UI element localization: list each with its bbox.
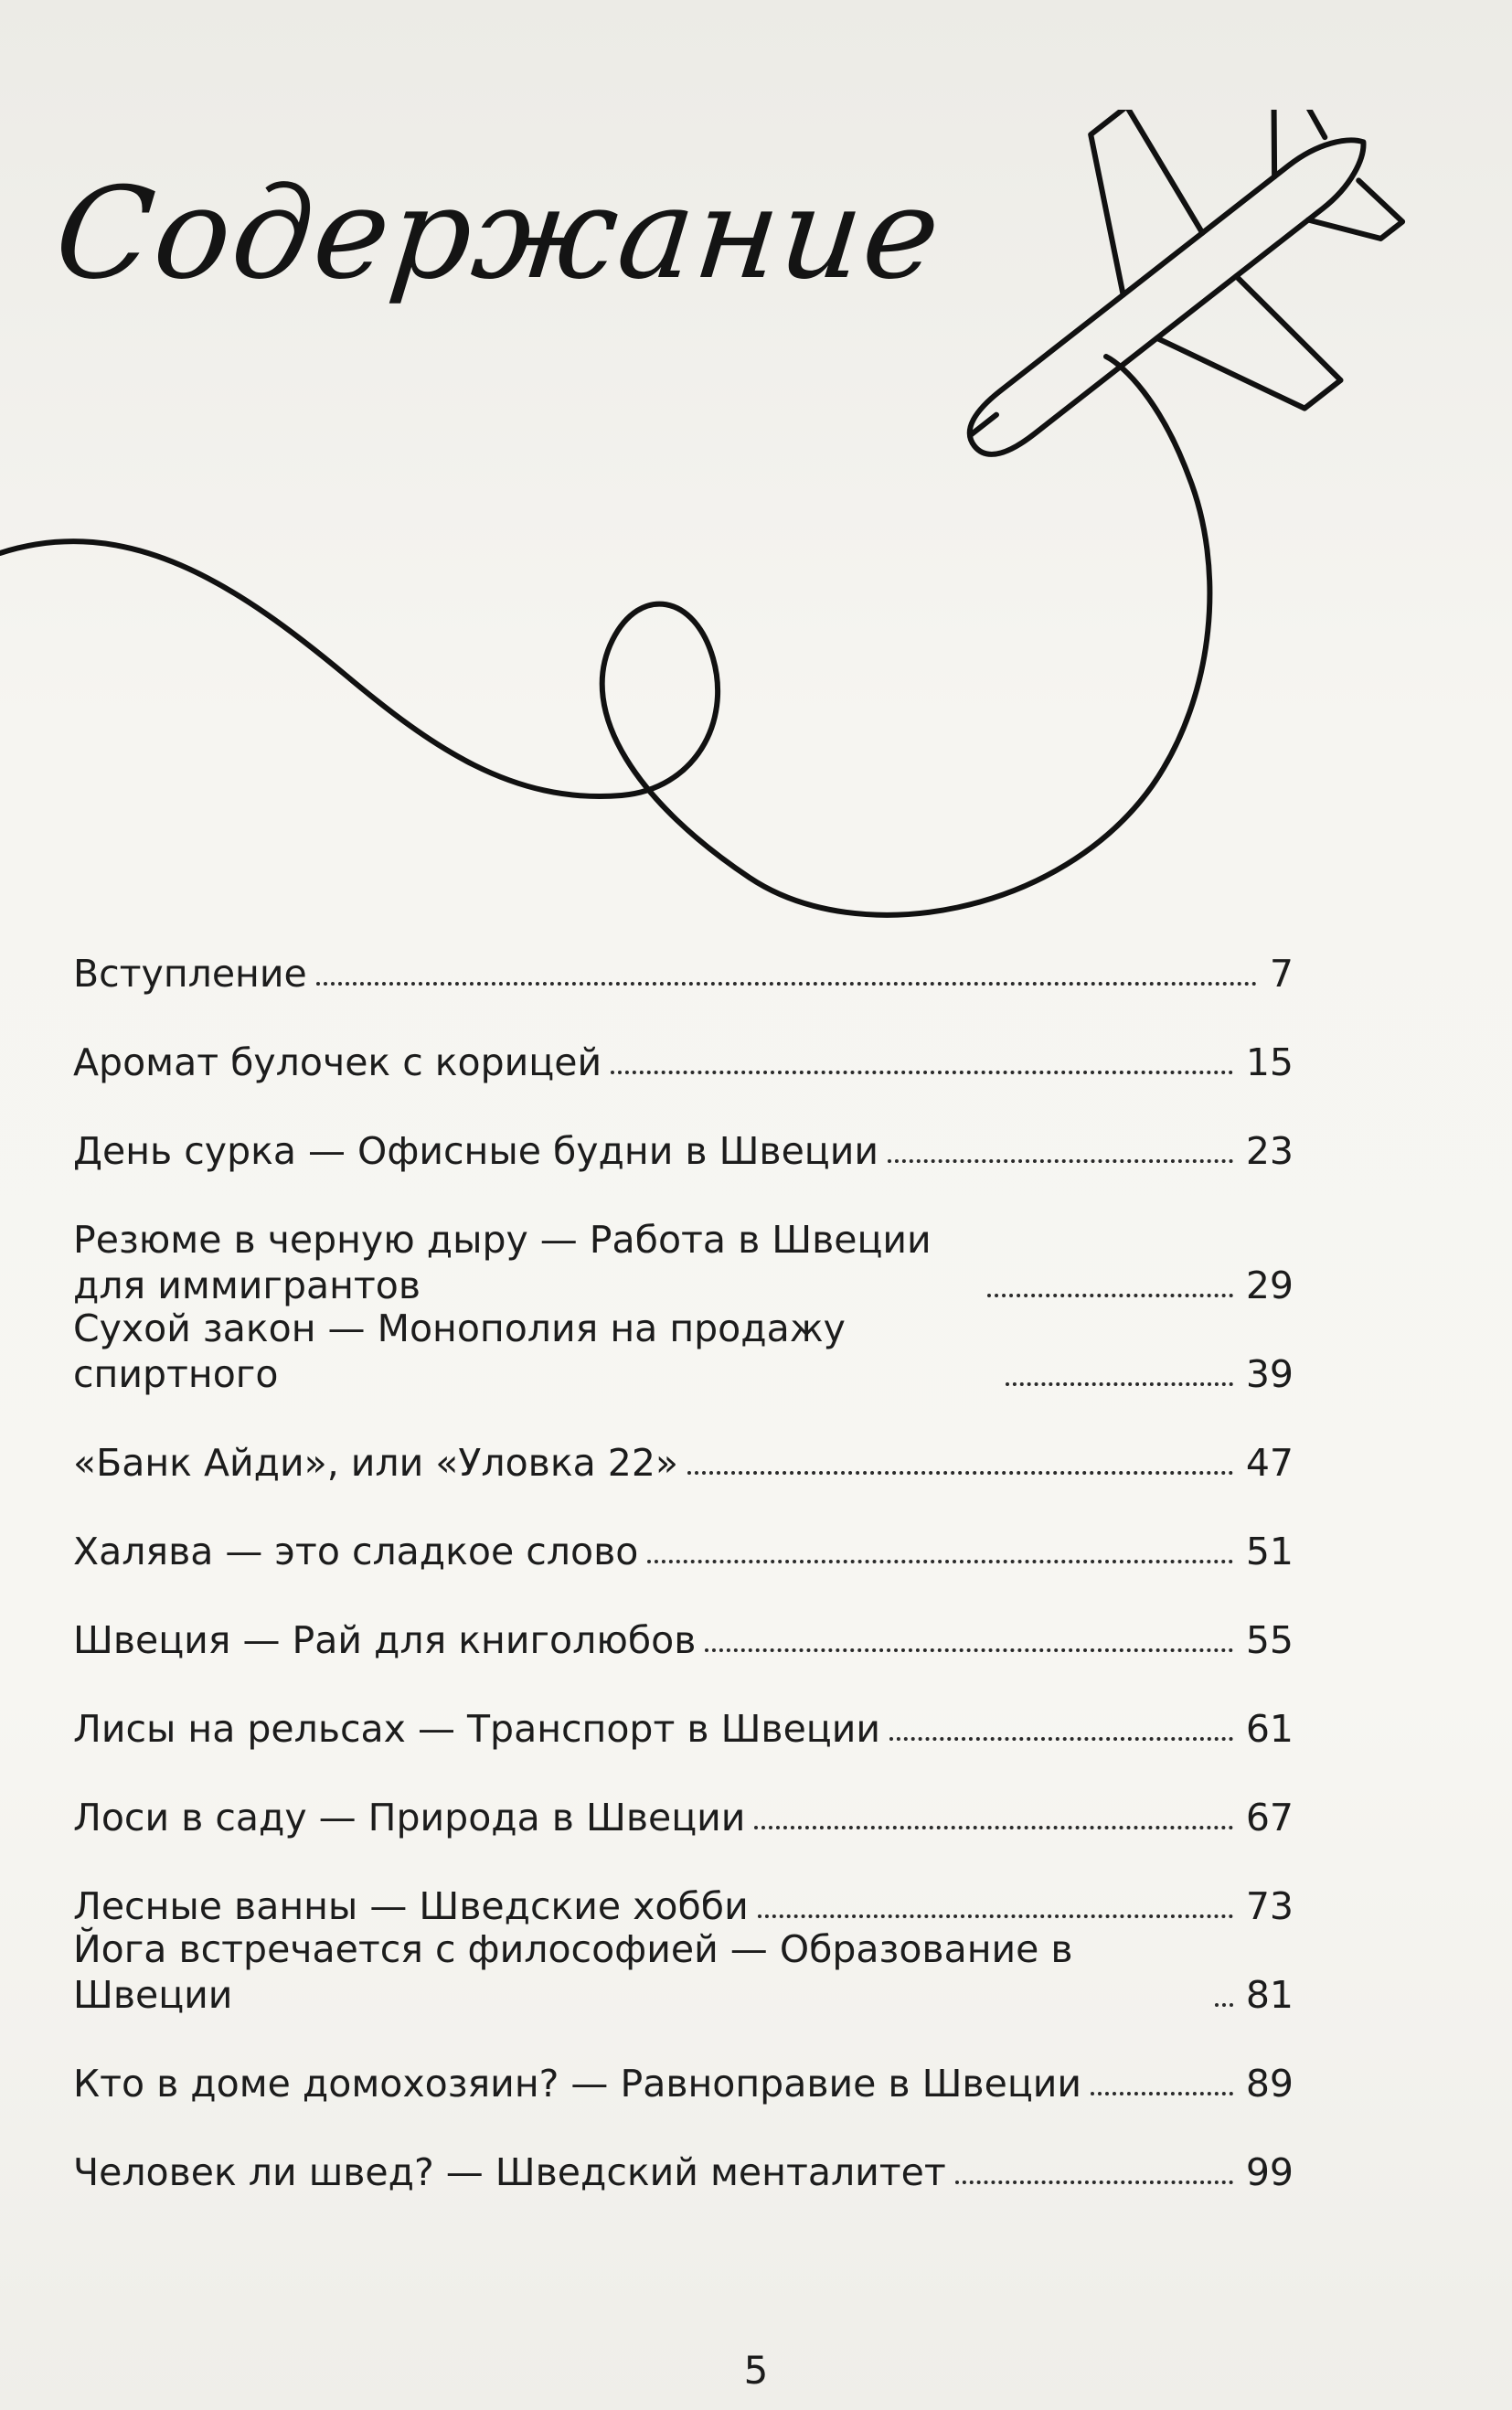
toc-entry[interactable] — [73, 1883, 1294, 1929]
toc-leader-dots — [1091, 2092, 1233, 2095]
toc-entry-title: Швеция — Рай для книголюбов — [73, 1618, 697, 1662]
toc-entry[interactable] — [73, 1706, 1294, 1752]
toc-entry-title: Лесные ванны — Шведские хобби — [73, 1884, 749, 1928]
toc-entry-page: 89 — [1245, 2062, 1294, 2106]
toc-entry-title: Аромат булочек с корицей — [73, 1040, 602, 1084]
toc-entry-page: 51 — [1245, 1530, 1294, 1573]
toc-entry[interactable] — [73, 1795, 1294, 1840]
toc-entry-page: 23 — [1245, 1129, 1294, 1173]
toc-entry[interactable] — [73, 1040, 1294, 1085]
toc-leader-dots — [1006, 1382, 1233, 1386]
toc-entry-page: 61 — [1245, 1707, 1294, 1751]
toc-entry-title: Йога встречается с философией — Образование в Швеции — [73, 1927, 1073, 2017]
toc-entry-page: 47 — [1245, 1441, 1294, 1485]
page-number: 5 — [743, 2348, 769, 2393]
toc-leader-dots — [687, 1471, 1233, 1475]
toc-entry-title: День сурка — Офисные будни в Швеции — [73, 1129, 878, 1173]
toc-entry-page: 73 — [1245, 1884, 1294, 1928]
toc-leader-dots — [955, 2181, 1233, 2184]
toc-entry[interactable] — [73, 1306, 1294, 1397]
toc-entry-title: «Банк Айди», или «Уловка 22» — [73, 1441, 679, 1485]
toc-entry-page: 15 — [1245, 1040, 1294, 1084]
toc-entry-title: Халява — это сладкое слово — [73, 1530, 639, 1573]
toc-leader-dots — [758, 1914, 1233, 1918]
toc-entry-title: Сухой закон — Монополия на продажу спиртного — [73, 1306, 846, 1396]
toc-leader-dots — [647, 1560, 1232, 1563]
toc-entry[interactable] — [73, 2149, 1294, 2195]
toc-entry-page: 29 — [1245, 1264, 1294, 1307]
toc-leader-dots — [754, 1826, 1232, 1829]
toc-leader-dots — [316, 982, 1257, 986]
toc-entry-page: 67 — [1245, 1796, 1294, 1839]
airplane-icon — [868, 110, 1470, 582]
toc-entry-page: 55 — [1245, 1618, 1294, 1662]
toc-entry-title: Кто в доме домохозяин? — Равноправие в Швеции — [73, 2062, 1082, 2106]
toc-entry-page: 7 — [1269, 952, 1294, 996]
toc-entry[interactable] — [73, 1927, 1294, 2018]
toc-entry[interactable] — [73, 1617, 1294, 1663]
toc-entry[interactable] — [73, 1440, 1294, 1486]
toc-entry-title: Лисы на рельсах — Транспорт в Швеции — [73, 1707, 881, 1751]
toc-leader-dots — [889, 1737, 1233, 1741]
toc-entry-page: 81 — [1245, 1973, 1294, 2017]
toc-entry[interactable] — [73, 1128, 1294, 1174]
toc-entry-title: Вступление — [73, 952, 307, 996]
toc-entry[interactable] — [73, 1529, 1294, 1574]
toc-leader-dots — [888, 1159, 1233, 1163]
table-of-contents — [73, 951, 1294, 2238]
toc-entry-title: Лоси в саду — Природа в Швеции — [73, 1796, 746, 1839]
toc-leader-dots — [611, 1071, 1233, 1074]
toc-entry-title: Резюме в черную дыру — Работа в Швеции для иммигрантов — [73, 1218, 932, 1307]
toc-entry[interactable] — [73, 951, 1294, 997]
toc-entry-page: 99 — [1245, 2150, 1294, 2194]
toc-leader-dots — [705, 1648, 1232, 1652]
toc-entry[interactable] — [73, 1217, 1294, 1308]
toc-leader-dots — [987, 1294, 1233, 1297]
page-title: Содержание — [48, 160, 949, 307]
toc-entry-page: 39 — [1245, 1352, 1294, 1396]
toc-entry[interactable] — [73, 2061, 1294, 2106]
toc-leader-dots — [1215, 2003, 1233, 2007]
toc-entry-title: Человек ли швед? — Шведский менталитет — [73, 2150, 946, 2194]
